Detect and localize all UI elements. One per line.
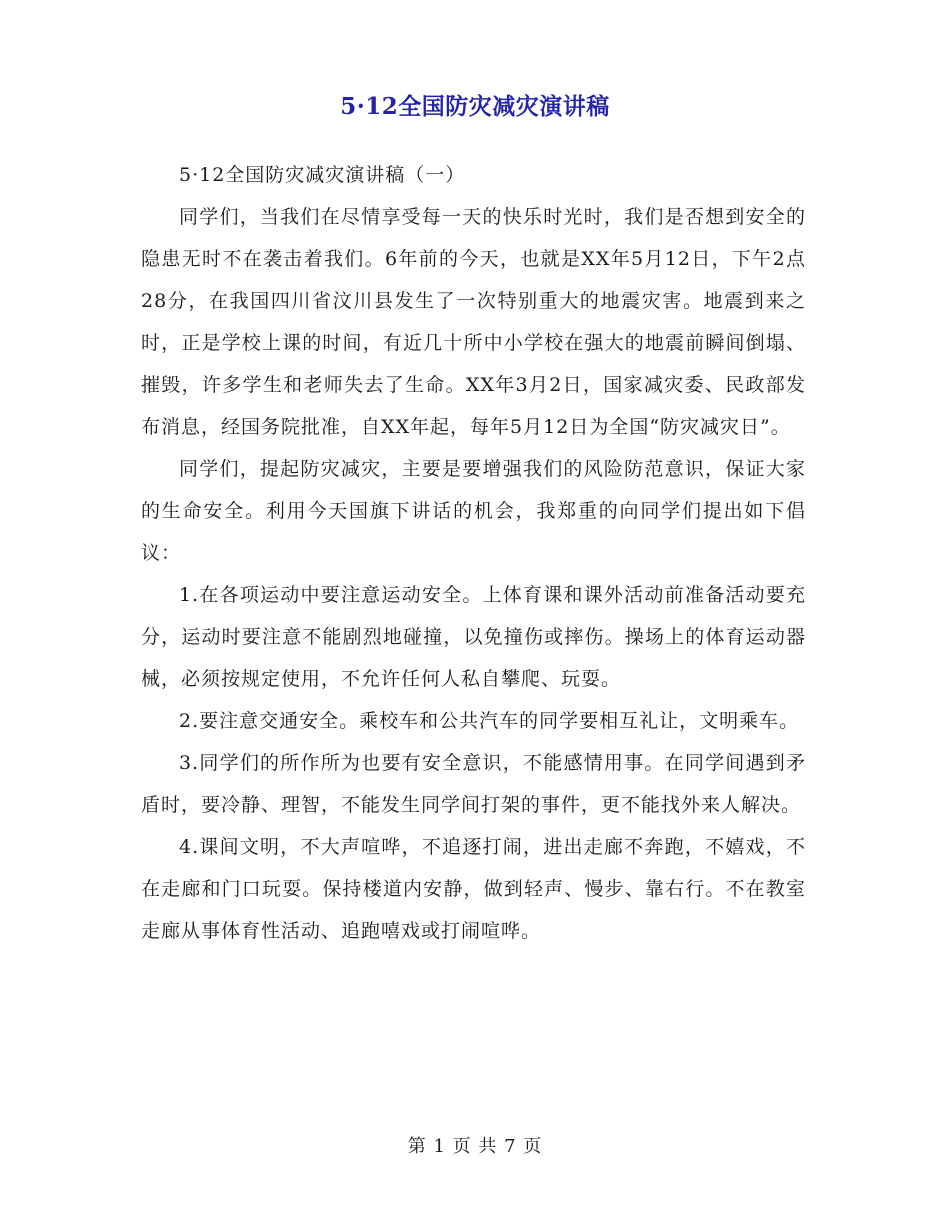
paragraph-intro: 同学们，当我们在尽情享受每一天的快乐时光时，我们是否想到安全的隐患无时不在袭击着我们。6年前的今天，也就是XX年5月12日，下午2点28分，在我国四川省汶川县发生了一次特别重大的地震灾害。地震到来之时，正是学校上课的时间，有近几十所中小学校在强大的地震前瞬间倒塌、摧毁，许多学生和老师失去了生命。XX年3月2日，国家减灾委、民政部发布消息，经国务院批准，自XX年起，每年5月12日为全国“防灾减灾日”。: [141, 206, 806, 438]
paragraph-proposal: 同学们，提起防灾减灾，主要是要增强我们的风险防范意识，保证大家的生命安全。利用今天国旗下讲话的机会，我郑重的向同学们提出如下倡议：: [141, 458, 806, 564]
section-subtitle: 5·12全国防灾减灾演讲稿（一）: [179, 164, 466, 186]
page-number-footer: 第 1 页 共 7 页: [407, 1136, 543, 1157]
paragraph-item-1: 1.在各项运动中要注意运动安全。上体育课和课外活动前准备活动要充分，运动时要注意不能剧烈地碰撞，以免撞伤或摔伤。操场上的体育运动器械，必须按规定使用，不允许任何人私自攀爬、玩耍。: [141, 584, 806, 690]
paragraph-item-2: 2.要注意交通安全。乘校车和公共汽车的同学要相互礼让，文明乘车。: [179, 710, 800, 732]
paragraph-item-3: 3.同学们的所作所为也要有安全意识，不能感情用事。在同学间遇到矛盾时，要冷静、理智，不能发生同学间打架的事件，更不能找外来人解决。: [141, 752, 806, 816]
paragraph-item-4: 4.课间文明，不大声喧哗，不追逐打闹，进出走廊不奔跑，不嬉戏，不在走廊和门口玩耍。保持楼道内安静，做到轻声、慢步、靠右行。不在教室走廊从事体育性活动、追跑嘻戏或打闹喧哗。: [141, 836, 806, 942]
document-title: 5·12全国防灾减灾演讲稿: [340, 93, 610, 120]
document-body: [141, 154, 806, 952]
